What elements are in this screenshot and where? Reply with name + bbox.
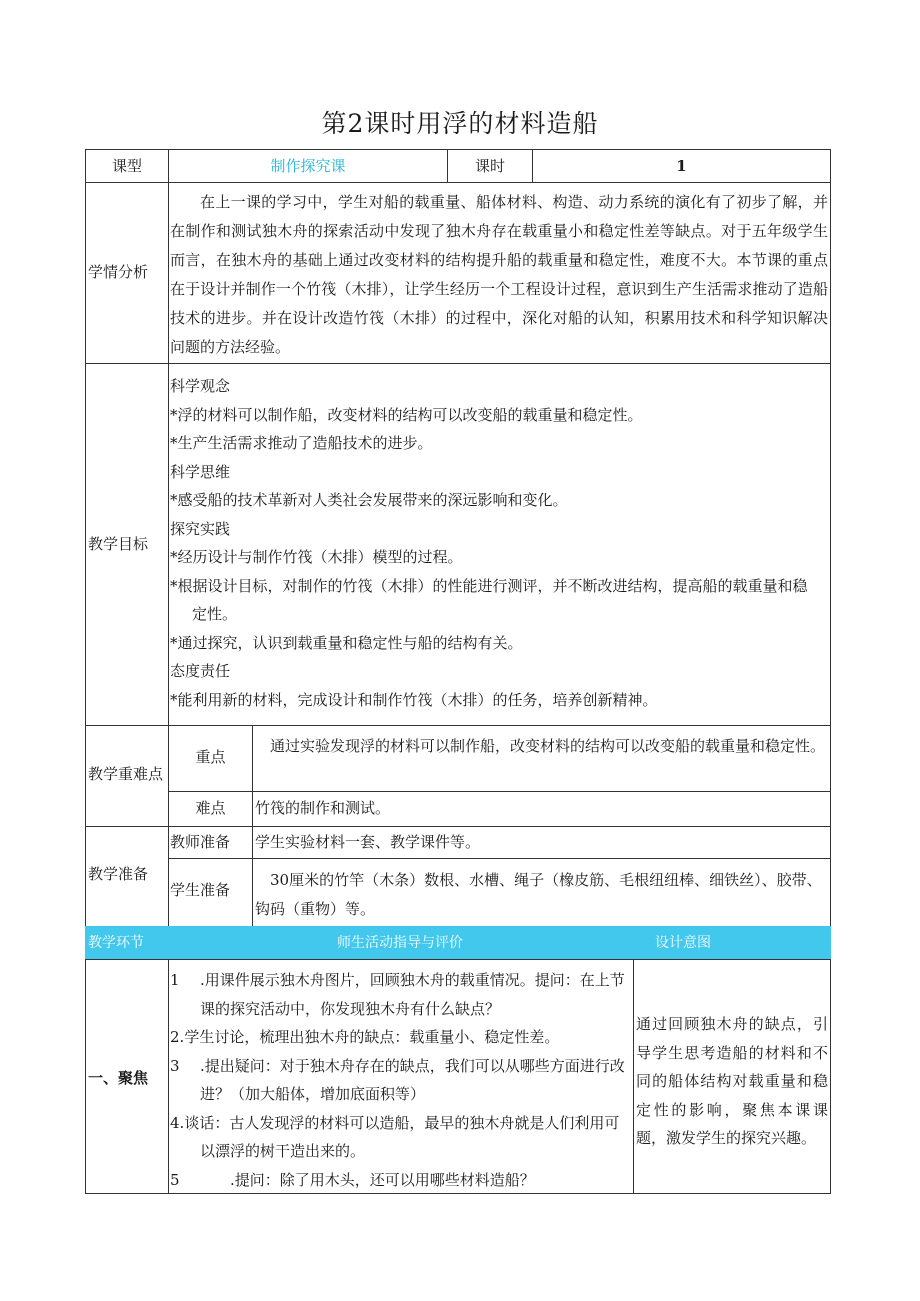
objective-item: *通过探究，认识到载重量和稳定性与船的结构有关。 xyxy=(170,633,523,652)
process-header xyxy=(85,926,831,959)
stage1-activities xyxy=(170,966,632,1192)
teacher-prep-text: 学生实验材料一套、教学课件等。 xyxy=(255,833,481,851)
focus-text: 通过实验发现浮的材料可以制作船，改变材料的结构可以改变船的载重量和稳定性。 xyxy=(270,737,826,755)
objective-item: *根据设计目标，对制作的竹筏（木排）的性能进行测评，并不断改进结构，提高船的载重量和稳 xyxy=(170,576,808,595)
objectives-list xyxy=(170,372,828,714)
lesson-hours-label: 课时 xyxy=(474,157,505,175)
student-prep-label: 学生准备 xyxy=(170,881,231,899)
student-prep-text: 30厘米的竹竿（木条）数根、水槽、绳子（橡皮筋、毛根纽纽棒、细铁丝）、胶带、钩码（重物）等。 xyxy=(255,871,822,918)
page-title: 第2课时用浮的材料造船 xyxy=(321,109,599,138)
objective-item: *经历设计与制作竹筏（木排）模型的过程。 xyxy=(170,548,463,566)
lesson-type-label: 课型 xyxy=(111,157,142,175)
preparation-label: 教学准备 xyxy=(88,865,149,883)
activity-item: 1 .用课件展示独木舟图片，回顾独木舟的载重情况。提问：在上节 课的探究活动中，你发现独木舟有什么缺点？ xyxy=(170,971,625,1018)
process-header-stage: 教学环节 xyxy=(88,935,144,951)
objective-heading-practice: 探究实践 xyxy=(170,519,231,538)
teacher-prep-label: 教师准备 xyxy=(170,833,231,851)
objective-item: *生产生活需求推动了造船技术的进步。 xyxy=(170,434,433,452)
focus-label: 重点 xyxy=(195,748,226,766)
stage1-intent: 通过回顾独木舟的缺点，引导学生思考造船的材料和不同的船体结构对载重量和稳定性的影响，聚焦本课课题，激发学生的探究兴趣。 xyxy=(636,1015,828,1147)
analysis-text: 在上一课的学习中，学生对船的载重量、船体材料、构造、动力系统的演化有了初步了解，并在制作和测试独木舟的探索活动中发现了独木舟存在载重量小和稳定性差等缺点。对于五年级学生而言，在独木舟的基础上通过改变材料的结构提升船的载重量和稳定性，难度不大。本节课的重点在于设计并制作一个竹筏（木排），让学生经历一个工程设计过程，意识到生产生活需求推动了造船技术的进步。并在设计改造竹筏（木排）的过程中，深化对船的认知，积累用技术和科学知识解决问题的方法经验。 xyxy=(170,193,828,356)
process-header-intent: 设计意图 xyxy=(655,935,711,951)
difficulty-label: 难点 xyxy=(195,799,226,817)
activity-item: 4.谈话：古人发现浮的材料可以造船，最早的独木舟就是人们利用可 以漂浮的树干造出来的。 xyxy=(170,1113,620,1160)
key-points-label: 教学重难点 xyxy=(88,765,164,783)
objective-item: *感受船的技术革新对人类社会发展带来的深远影响和变化。 xyxy=(170,491,568,509)
activity-item: 2.学生讨论，梳理出独木舟的缺点：载重量小、稳定性差。 xyxy=(170,1028,560,1046)
lesson-type-value: 制作探究课 xyxy=(270,157,346,175)
analysis-label: 学情分析 xyxy=(88,263,149,281)
objective-item: *能利用新的材料，完成设计和制作竹筏（木排）的任务，培养创新精神。 xyxy=(170,690,658,709)
objective-heading-thinking: 科学思维 xyxy=(170,462,231,481)
difficulty-text: 竹筏的制作和测试。 xyxy=(255,799,391,817)
objectives-label: 教学目标 xyxy=(88,535,149,553)
lesson-hours-value: 1 xyxy=(676,157,687,175)
objective-item-continued: 定性。 xyxy=(192,605,238,623)
process-header-activity: 师生活动指导与评价 xyxy=(337,935,463,951)
activity-item: 5 .提问：除了用木头，还可以用哪些材料造船？ xyxy=(170,1170,535,1189)
activity-item: 3 .提出疑问：对于独木舟存在的缺点，我们可以从哪些方面进行改 进？（加大船体，增加底面积等） xyxy=(170,1056,625,1103)
objective-heading-attitude: 态度责任 xyxy=(170,662,231,680)
stage1-label: 一、聚焦 xyxy=(88,1069,149,1087)
objective-heading-concept: 科学观念 xyxy=(170,377,231,395)
objective-item: *浮的材料可以制作船，改变材料的结构可以改变船的载重量和稳定性。 xyxy=(170,405,643,424)
